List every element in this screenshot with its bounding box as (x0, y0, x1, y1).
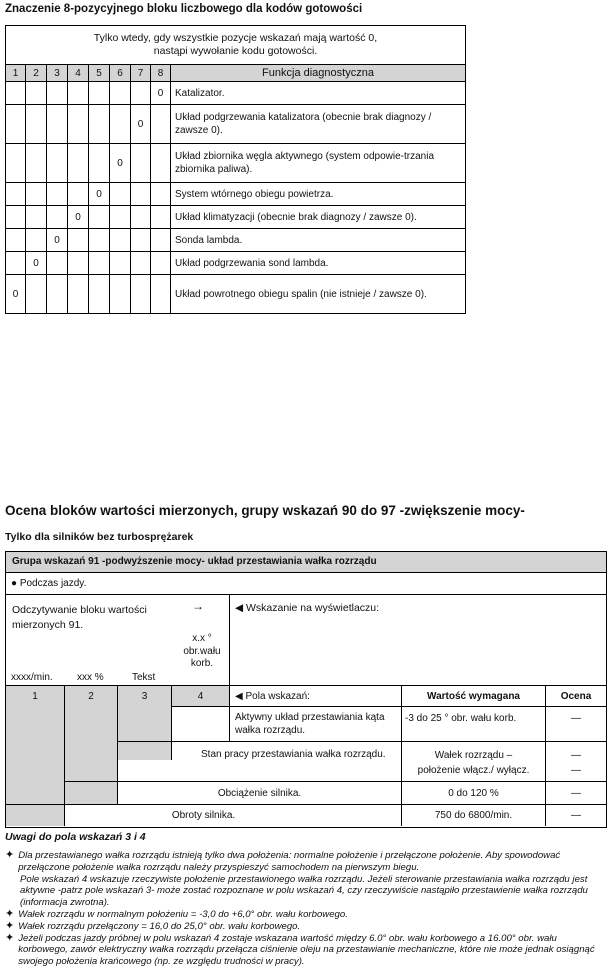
diamond-bullet-icon: ✦ (5, 849, 15, 861)
arrow-right-icon: → (192, 599, 204, 613)
section2-subtitle: Tylko dla silników bez turbosprężarek (5, 531, 194, 543)
function-text: System wtórnego obiegu powietrza. (171, 183, 466, 206)
position-value: 0 (68, 206, 89, 229)
position-empty (68, 275, 89, 314)
note-5: ✦ Jeżeli podczas jazdy próbnej w polu wskazań 4 zostaje wskazana wartość między 6.0° obr. wału korbowego a 16.00° obr. wału korbowego, zawór elektryczny wałka rozrządu przełącza ciśnienie oleju na przestawianie mechaniczne, które nie może jednak osiągnąć swojego położenia krańcowego (np. ze względu trudności w pracy). (5, 931, 595, 968)
display-label (235, 602, 379, 615)
note-1: ✦ Dla przestawianego wałka rozrządu istnieją tylko dwa położenia: normalne położenie i przełączone położenie. Aby spowodować przełączone położenie wałka rozrządu należy przyspieszyć samochodem na pierwszym biegu. (5, 849, 561, 873)
row3-value: 0 do 120 % (448, 788, 499, 799)
bullet-icon: ● (11, 578, 18, 589)
position-empty (89, 206, 110, 229)
position-empty (6, 252, 26, 275)
position-empty (26, 275, 47, 314)
function-text: Układ klimatyzacji (obecnie brak diagnozy / zawsze 0). (171, 206, 466, 229)
position-empty (89, 144, 110, 183)
position-empty (131, 252, 151, 275)
position-value: 0 (26, 252, 47, 275)
position-empty (6, 105, 26, 144)
readiness-row (6, 275, 466, 314)
position-empty (47, 252, 68, 275)
display-label-text: Wskazanie na wyświetlaczu: (246, 602, 380, 614)
position-empty (89, 252, 110, 275)
position-empty (151, 183, 171, 206)
position-empty (131, 82, 151, 105)
reading-line1: Odczytywanie bloku wartości (12, 604, 147, 616)
pos-header-8: 8 (151, 65, 171, 82)
condition (11, 577, 86, 590)
position-empty (47, 206, 68, 229)
position-empty (47, 144, 68, 183)
fields-label-text: Pola wskazań: (245, 691, 310, 702)
position-empty (26, 144, 47, 183)
pos-header-4: 4 (68, 65, 89, 82)
row4-desc: Obroty silnika. (171, 810, 236, 821)
diamond-bullet-icon: ✦ (5, 907, 15, 920)
row3-desc: Obciążenie silnika. (217, 788, 302, 799)
row1-value: -3 do 25 ° obr. wału korb. (405, 713, 517, 724)
position-empty (110, 275, 131, 314)
note-4: ✦ Wałek rozrządu przełączony = 16,0 do 25,0° obr. wału korbowego. (5, 919, 301, 932)
triangle-left-icon: ◀ (235, 691, 243, 702)
section2-title: Ocena bloków wartości mierzonych, grupy wskazań 90 do 97 -zwiększenie mocy- (5, 503, 525, 518)
position-empty (6, 229, 26, 252)
row2-rating2: — (571, 765, 581, 776)
field-1: 1 (32, 691, 38, 702)
reading-line2: mierzonych 91. (12, 619, 84, 631)
unit-4: x.x ° obr.wału korb. (183, 633, 221, 669)
position-value: 0 (131, 105, 151, 144)
position-empty (26, 206, 47, 229)
row2-rating1: — (571, 750, 581, 761)
row1-rating: — (571, 713, 581, 724)
position-empty (131, 229, 151, 252)
row2-value-line2: położenie włącz./ wyłącz. (417, 765, 530, 776)
position-empty (110, 183, 131, 206)
unit-1: xxxx/min. (11, 672, 53, 683)
position-empty (89, 105, 110, 144)
diamond-bullet-icon: ✦ (5, 919, 15, 932)
position-empty (131, 144, 151, 183)
position-empty (68, 183, 89, 206)
unit-3: Tekst (132, 672, 156, 683)
position-value: 0 (110, 144, 131, 183)
field-3: 3 (141, 691, 148, 702)
intro-line1: Tylko wtedy, gdy wszystkie pozycje wskazań mają wartość 0, (93, 32, 378, 44)
position-empty (151, 275, 171, 314)
function-text: Układ powrotnego obiegu spalin (nie istnieje / zawsze 0). (171, 275, 466, 314)
position-value: 0 (151, 82, 171, 105)
intro-line2: nastąpi wywołanie kodu gotowości. (153, 45, 318, 57)
position-empty (26, 183, 47, 206)
position-empty (151, 229, 171, 252)
position-empty (47, 105, 68, 144)
pos-header-6: 6 (110, 65, 131, 82)
row2-rating (546, 748, 606, 778)
notes-list (5, 850, 608, 968)
position-empty (110, 206, 131, 229)
pos-header-2: 2 (26, 65, 47, 82)
diamond-bullet-icon: ✦ (5, 931, 15, 944)
position-empty (26, 229, 47, 252)
row4-value: 750 do 6800/min. (434, 810, 513, 821)
notes-title: Uwagi do pola wskazań 3 i 4 (5, 831, 146, 843)
position-empty (6, 82, 26, 105)
position-empty (6, 183, 26, 206)
position-empty (6, 206, 26, 229)
function-text: Układ podgrzewania sond lambda. (171, 252, 466, 275)
position-empty (151, 206, 171, 229)
field-4: 4 (197, 691, 204, 702)
row2-value (402, 748, 545, 778)
readiness-row (6, 252, 466, 275)
position-empty (89, 82, 110, 105)
col-value-header: Wartość wymagana (427, 691, 520, 702)
intro-cell (6, 26, 466, 65)
row3-rating: — (571, 788, 581, 799)
position-empty (151, 105, 171, 144)
group-title-bar (6, 552, 606, 573)
condition-text: Podczas jazdy. (19, 578, 87, 589)
measured-values-panel (5, 551, 607, 828)
note-3: ✦ Wałek rozrządu w normalnym położeniu = -3,0 do +6,0° obr. wału korbowego. (5, 907, 348, 920)
row1-desc: Aktywny układ przestawiania kąta wałka rozrządu. (235, 712, 385, 736)
position-value: 0 (89, 183, 110, 206)
position-empty (89, 275, 110, 314)
group-title: Grupa wskazań 91 -podwyższenie mocy- układ przestawiania wałka rozrządu (12, 556, 377, 567)
function-text: Katalizator. (171, 82, 466, 105)
readiness-row (6, 183, 466, 206)
pos-header-1: 1 (6, 65, 26, 82)
position-empty (26, 82, 47, 105)
position-empty (47, 275, 68, 314)
row2-value-line1: Wałek rozrządu – (434, 750, 513, 761)
position-empty (89, 229, 110, 252)
position-empty (151, 144, 171, 183)
section1-title: Znaczenie 8-pozycyjnego bloku liczbowego dla kodów gotowości (5, 3, 363, 15)
pos-header-5: 5 (89, 65, 110, 82)
position-empty (47, 82, 68, 105)
position-empty (131, 275, 151, 314)
function-text: Układ podgrzewania katalizatora (obecnie brak diagnozy / zawsze 0). (171, 105, 466, 144)
position-empty (110, 82, 131, 105)
unit-2: xxx % (77, 672, 104, 683)
readiness-row (6, 206, 466, 229)
position-empty (110, 229, 131, 252)
note-2: Pole wskazań 4 wskazuje rzeczywiste położenie przestawionego wałka rozrządu. Jeżeli sterowanie przestawiania wałka rozrządu jest aktywne -patrz pole wskazań 3- może zostać rozpoznane w polu wskazań 4, czy rzeczywiście nastąpiło przestawienie wałka rozrządu (informacja zwrotna). (20, 873, 588, 909)
row2-desc: Stan pracy przestawiania wałka rozrządu. (201, 749, 386, 760)
position-empty (131, 183, 151, 206)
position-empty (68, 229, 89, 252)
position-empty (151, 252, 171, 275)
function-text: Sonda lambda. (171, 229, 466, 252)
pos-header-7: 7 (131, 65, 151, 82)
position-empty (6, 144, 26, 183)
readiness-code-table (5, 25, 466, 314)
field-2: 2 (88, 691, 94, 702)
function-header: Funkcja diagnostyczna (171, 65, 466, 82)
position-empty (68, 82, 89, 105)
position-empty (110, 105, 131, 144)
triangle-left-icon: ◀ (235, 602, 244, 614)
pos-header-3: 3 (47, 65, 68, 82)
readiness-row (6, 105, 466, 144)
position-empty (131, 206, 151, 229)
position-empty (68, 252, 89, 275)
position-empty (110, 252, 131, 275)
reading-label (12, 603, 147, 633)
readiness-row (6, 82, 466, 105)
position-empty (68, 144, 89, 183)
position-empty (47, 183, 68, 206)
position-empty (68, 105, 89, 144)
fields-label (235, 690, 310, 703)
position-value: 0 (47, 229, 68, 252)
col-rating-header: Ocena (560, 691, 592, 702)
row4-rating: — (571, 810, 581, 821)
position-empty (26, 105, 47, 144)
function-text: Układ zbiornika węgla aktywnego (system odpowie-trzania zbiornika paliwa). (171, 144, 466, 183)
readiness-row (6, 229, 466, 252)
readiness-row (6, 144, 466, 183)
position-value: 0 (6, 275, 26, 314)
